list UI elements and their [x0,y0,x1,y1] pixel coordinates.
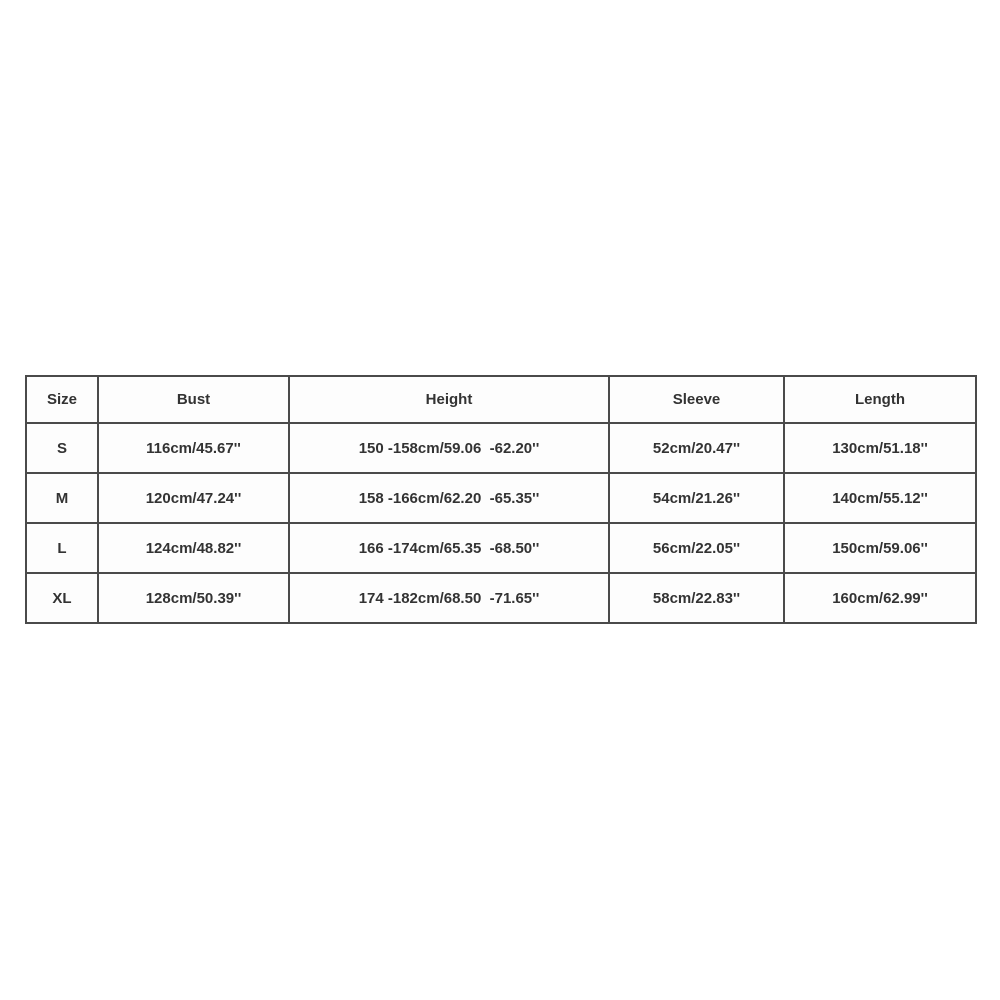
size-chart-table [25,375,977,624]
cell-s-sleeve: 52cm/20.47'' [609,423,784,473]
table-row-xl [26,573,976,623]
column-header-height: Height [289,376,609,423]
column-header-size: Size [26,376,98,423]
header-row [26,376,976,423]
column-header-sleeve: Sleeve [609,376,784,423]
cell-m-bust: 120cm/47.24'' [98,473,289,523]
cell-m-size: M [26,473,98,523]
table-row-m [26,473,976,523]
cell-m-sleeve: 54cm/21.26'' [609,473,784,523]
cell-l-sleeve: 56cm/22.05'' [609,523,784,573]
table-row-s [26,423,976,473]
cell-s-bust: 116cm/45.67'' [98,423,289,473]
cell-xl-height: 174 -182cm/68.50 -71.65'' [289,573,609,623]
cell-m-length: 140cm/55.12'' [784,473,976,523]
cell-s-height: 150 -158cm/59.06 -62.20'' [289,423,609,473]
cell-l-length: 150cm/59.06'' [784,523,976,573]
table-row-l [26,523,976,573]
cell-l-height: 166 -174cm/65.35 -68.50'' [289,523,609,573]
cell-s-length: 130cm/51.18'' [784,423,976,473]
cell-s-size: S [26,423,98,473]
cell-m-height: 158 -166cm/62.20 -65.35'' [289,473,609,523]
cell-xl-length: 160cm/62.99'' [784,573,976,623]
cell-xl-bust: 128cm/50.39'' [98,573,289,623]
cell-l-bust: 124cm/48.82'' [98,523,289,573]
cell-xl-sleeve: 58cm/22.83'' [609,573,784,623]
cell-l-size: L [26,523,98,573]
cell-xl-size: XL [26,573,98,623]
column-header-length: Length [784,376,976,423]
column-header-bust: Bust [98,376,289,423]
